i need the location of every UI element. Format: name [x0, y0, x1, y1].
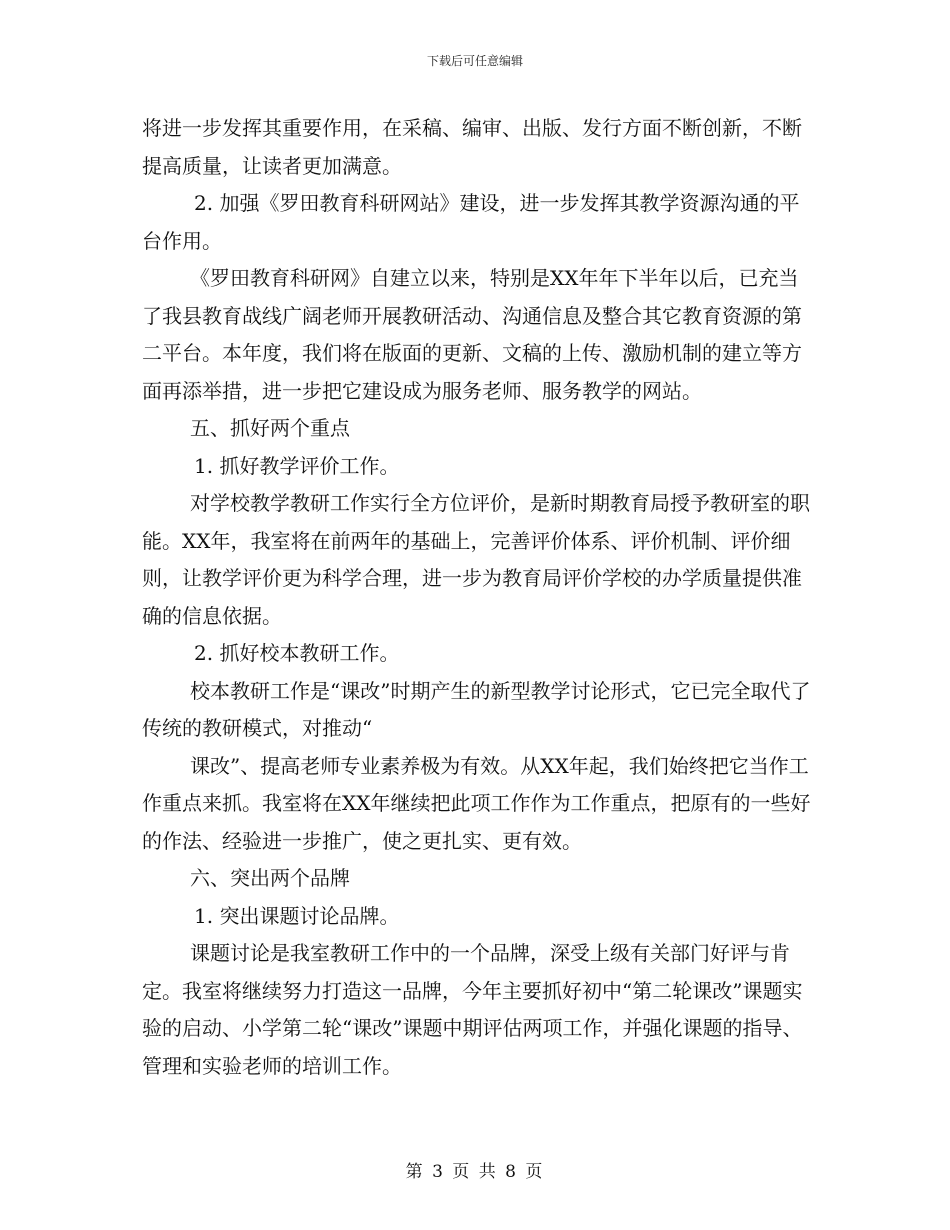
list-item: 1. 突出课题讨论品牌。 — [194, 903, 400, 928]
page-footer: 第 3 页 共 8 页 — [405, 1162, 545, 1182]
paragraph: 《罗田教育科研网》自建立以来，特别是XX年年下半年以后，已充当了我县教育战线广阔老师开展教研活动、沟通信息及整合其它教育资源的第二平台。本年度，我们将在版面的更新、文稿的上传、激励机制的建立等方面再添举措，进一步把它建设成为服务老师、服务教学的网站。 — [142, 266, 802, 403]
paragraph: 校本教研工作是“课改”时期产生的新型教学讨论形式，它已完全取代了传统的教研模式，对推动“ — [142, 678, 811, 740]
paragraph: 课题讨论是我室教研工作中的一个品牌，深受上级有关部门好评与肯定。我室将继续努力打造这一品牌，今年主要抓好初中“第二轮课改”课题实验的启动、小学第二轮“课改”课题中期评估两项工作，并强化课题的指导、管理和实验老师的培训工作。 — [142, 941, 803, 1078]
list-item: 2. 加强《罗田教育科研网站》建设，进一步发挥其教学资源沟通的平台作用。 — [142, 191, 800, 253]
page-header: 下载后可任意编辑 — [426, 54, 523, 68]
paragraph: 课改”、提高老师专业素养极为有效。从XX年起，我们始终把它当作工作重点来抓。我室将在XX年继续把此项工作作为工作重点，把原有的一些好的作法、经验进一步推广，使之更扎实、更有效。 — [142, 753, 811, 853]
paragraph: 对学校教学教研工作实行全方位评价，是新时期教育局授予教研室的职能。XX年，我室将在前两年的基础上，完善评价体系、评价机制、评价细则，让教学评价更为科学合理，进一步为教育局评价学校的办学质量提供准确的信息依据。 — [142, 491, 810, 628]
section-heading: 五、抓好两个重点 — [190, 416, 350, 440]
document-body — [142, 110, 814, 1085]
list-item: 1. 抓好教学评价工作。 — [194, 453, 400, 478]
list-item: 2. 抓好校本教研工作。 — [194, 641, 400, 665]
paragraph: 将进一步发挥其重要作用，在采稿、编审、出版、发行方面不断创新，不断提高质量，让读者更加满意。 — [142, 116, 802, 178]
section-heading: 六、突出两个品牌 — [190, 866, 350, 890]
